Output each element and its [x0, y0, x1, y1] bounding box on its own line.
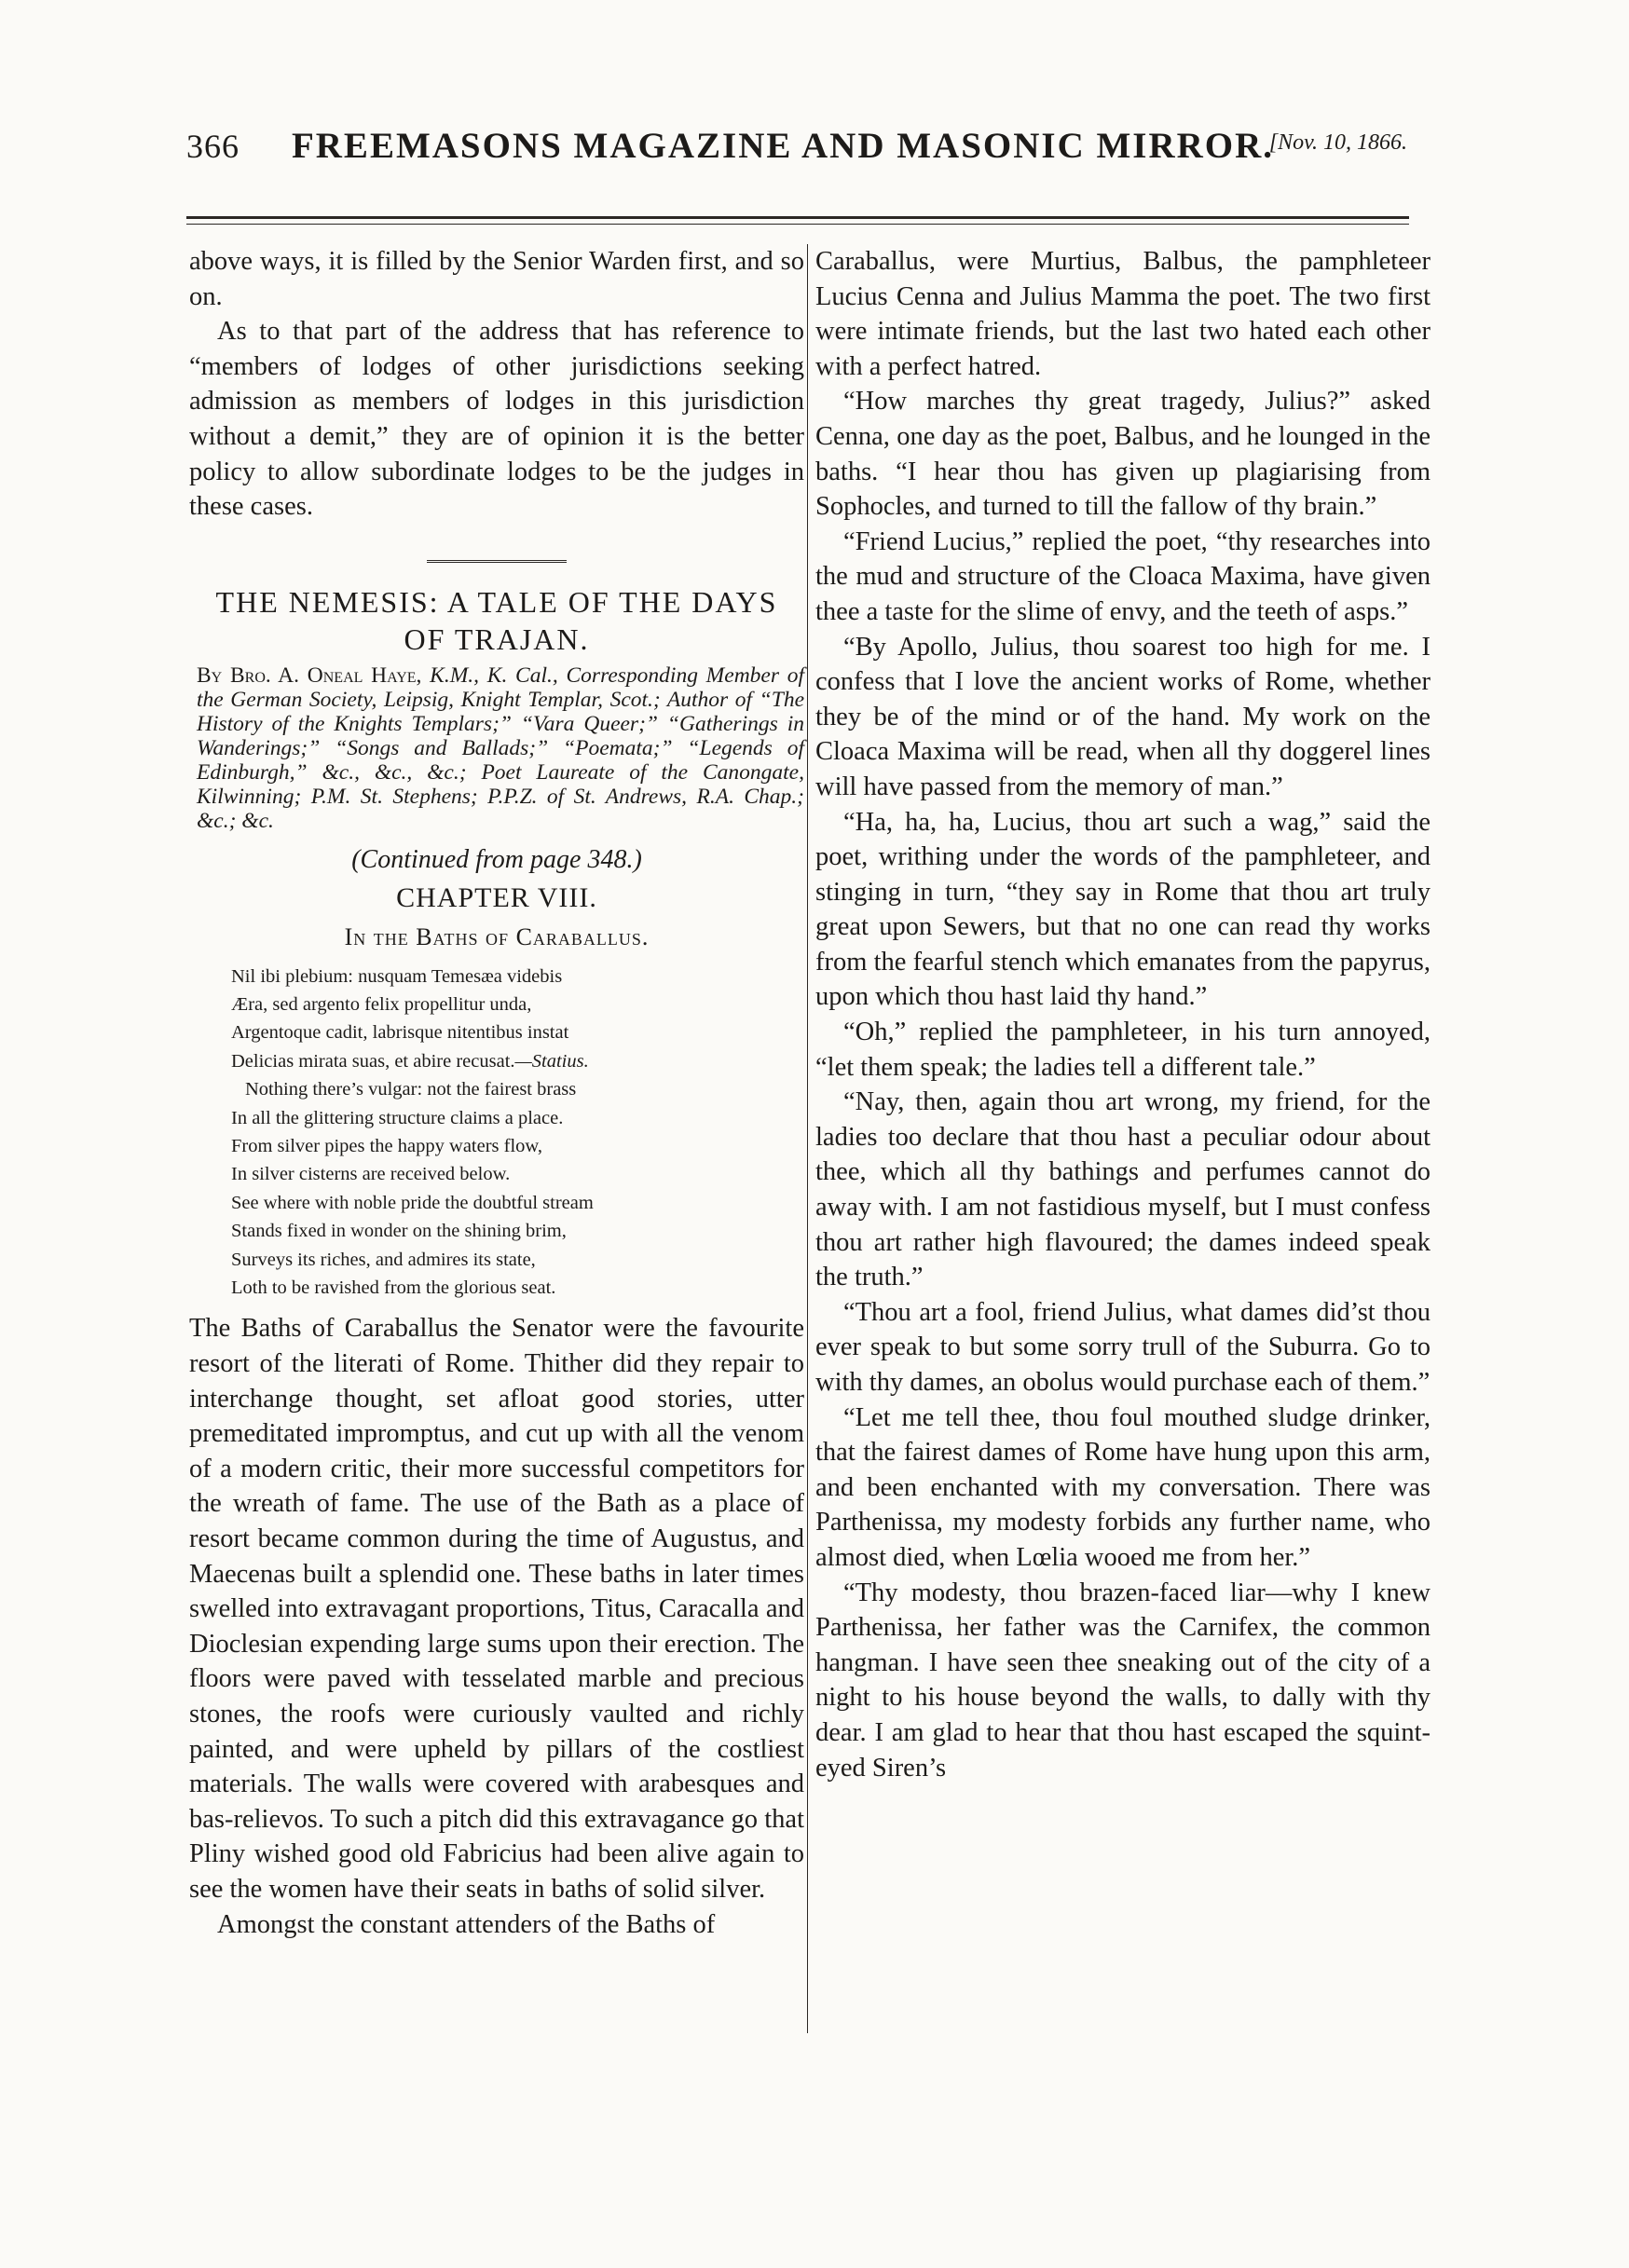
verse-line: Loth to be ravished from the glorious seat.	[231, 1277, 556, 1298]
author-name: By Bro. A. Oneal Haye,	[197, 663, 422, 688]
epigraph	[189, 963, 804, 1303]
paragraph: “How marches thy great tragedy, Julius?” asked Cenna, one day as the poet, Balbus, and he lounged in the baths. “I hear thou has given up plagiarising from Sophocles, and turned to till the fallow of thy brain.”	[815, 387, 1431, 522]
paragraph: Caraballus, were Murtius, Balbus, the pamphleteer Lucius Cenna and Julius Mamma the poet. The two first were intimate friends, but the last two hated each other with a perfect hatred.	[815, 247, 1431, 381]
column-divider	[807, 244, 808, 2033]
verse-line: From silver pipes the happy waters flow,	[231, 1135, 543, 1156]
paragraph: “Ha, ha, ha, Lucius, thou art such a wag,” said the poet, writhing under the words of the pamphleteer, and stinging in turn, “they say in Rome that thou art truly great upon Sewers, but that no one can read thy works from the fearful stench which emanates from the papyrus, upon which thou hast laid thy hand.”	[815, 807, 1431, 1012]
verse-line: Surveys its riches, and admires its state,	[231, 1249, 536, 1270]
paragraph: “Thy modesty, thou brazen-faced liar—why I knew Parthenissa, her father was the Carnifex, the common hangman. I have seen thee sneaking out of the city of a night to his house beyond the walls, to dally with thy dear. I am glad to hear that thou hast escaped the squint-eyed Siren’s	[815, 1578, 1431, 1783]
header-rule-thin	[186, 224, 1409, 225]
paragraph: “Thou art a fool, friend Julius, what dames did’st thou ever speak to but some sorry trull of the Suburra. Go to with thy dames, an obolus would purchase each of them.”	[815, 1297, 1431, 1397]
verse-line: Æra, sed argento felix propellitur unda,	[231, 993, 532, 1015]
verse-line: Nothing there’s vulgar: not the fairest brass	[245, 1079, 577, 1100]
verse-line: In silver cisterns are received below.	[231, 1164, 511, 1185]
story-title: THE NEMESIS: A TALE OF THE DAYS OF TRAJAN.	[215, 584, 778, 656]
issue-date: [Nov. 10, 1866.	[1268, 130, 1407, 155]
continued-note: (Continued from page 348.)	[351, 844, 642, 874]
epigraph-source: —Statius.	[514, 1050, 589, 1072]
paragraph: “By Apollo, Julius, thou soarest too high for me. I confess that I love the ancient works of Rome, whether they be of the mind or of the hand. My work on the Cloaca Maxima will be read, when all thy doggerel lines will have passed from the memory of man.”	[815, 632, 1431, 801]
paragraph: “Nay, then, again thou art wrong, my friend, for the ladies too declare that thou hast a peculiar odour about thee, which all thy bathings and perfumes cannot do away with. I am not fastidious myself, but I must confess thou art rather high flavoured; the dames indeed speak the truth.”	[815, 1087, 1431, 1292]
section-divider	[427, 560, 567, 563]
verse-line: Delicias mirata suas, et abire recusat.—Statius.	[231, 1050, 589, 1072]
chapter-subtitle: In the Baths of Caraballus.	[344, 922, 650, 950]
paragraph: As to that part of the address that has reference to “members of lodges of other jurisdictions seeking admission as members of lodges in this jurisdiction without a demit,” they are of opinion it is the better policy to allow subordinate lodges to be the judges in these cases.	[189, 317, 804, 522]
paragraph: Amongst the constant attenders of the Baths of	[217, 1909, 716, 1939]
header-rule-thick	[186, 216, 1409, 219]
verse-line: Stands fixed in wonder on the shining brim,	[231, 1221, 567, 1242]
byline	[189, 663, 804, 833]
chapter-heading: CHAPTER VIII.	[396, 882, 597, 914]
author-credentials: K.M., K. Cal., Corresponding Member of the German Society, Leipsig, Knight Templar, Scot.; Author of “The History of the Knights Templars;” “Vara Queer;” “Gatherings in Wanderings;” “Songs and Ballads;” “Poemata;” “Legends of Edinburgh,” &c., &c., &c.; Poet Laureate of the Canongate, Kilwinning; P.M. St. Stephens; P.P.Z. of St. Andrews, R.A. Chap.; &c.; &c.	[197, 663, 805, 833]
paragraph: “Let me tell thee, thou foul mouthed sludge drinker, that the fairest dames of Rome have hung upon this arm, and been enchanted with my conversation. There was Parthenissa, my modesty forbids any further name, who almost died, when Lœlia wooed me from her.”	[815, 1402, 1431, 1572]
page-number: 366	[186, 128, 240, 165]
paragraph: The Baths of Caraballus the Senator were the favourite resort of the literati of Rome. Thither did they repair to interchange thought, set afloat good stories, utter premeditated impromptus, and cut up with all the venom of a modern critic, their more successful competitors for the wreath of fame. The use of the Bath as a place of resort became common during the time of Augustus, and Maecenas built a splendid one. These baths in later times swelled into extravagant proportions, Titus, Caracalla and Dioclesian expending large sums upon their erection. The floors were paved with tesselated marble and precious stones, the roofs were curiously vaulted and richly painted, and were upheld by pillars of the costliest materials. The walls were covered with arabesques and bas-relievos. To such a pitch did this extravagance go that Pliny wished good old Fabricius had been alive again to see the women have their seats in baths of solid silver.	[189, 1314, 804, 1904]
masthead	[186, 121, 1407, 173]
verse-line: Argentoque cadit, labrisque nitentibus instat	[231, 1022, 569, 1044]
left-column	[189, 244, 804, 1942]
paragraph: above ways, it is filled by the Senior Warden first, and so on.	[189, 247, 804, 311]
verse-line: Nil ibi plebium: nusquam Temesæa videbis	[231, 965, 563, 987]
paragraph: “Friend Lucius,” replied the poet, “thy researches into the mud and structure of the Cloaca Maxima, have given thee a taste for the slime of envy, and the teeth of asps.”	[815, 526, 1431, 626]
magazine-title: FREEMASONS MAGAZINE AND MASONIC MIRROR.	[291, 126, 1275, 166]
verse-line: In all the glittering structure claims a place.	[231, 1107, 564, 1128]
verse-line: See where with noble pride the doubtful stream	[231, 1192, 594, 1213]
right-column	[815, 244, 1431, 1785]
paragraph: “Oh,” replied the pamphleteer, in his turn annoyed, “let them speak; the ladies tell a different tale.”	[815, 1018, 1431, 1082]
